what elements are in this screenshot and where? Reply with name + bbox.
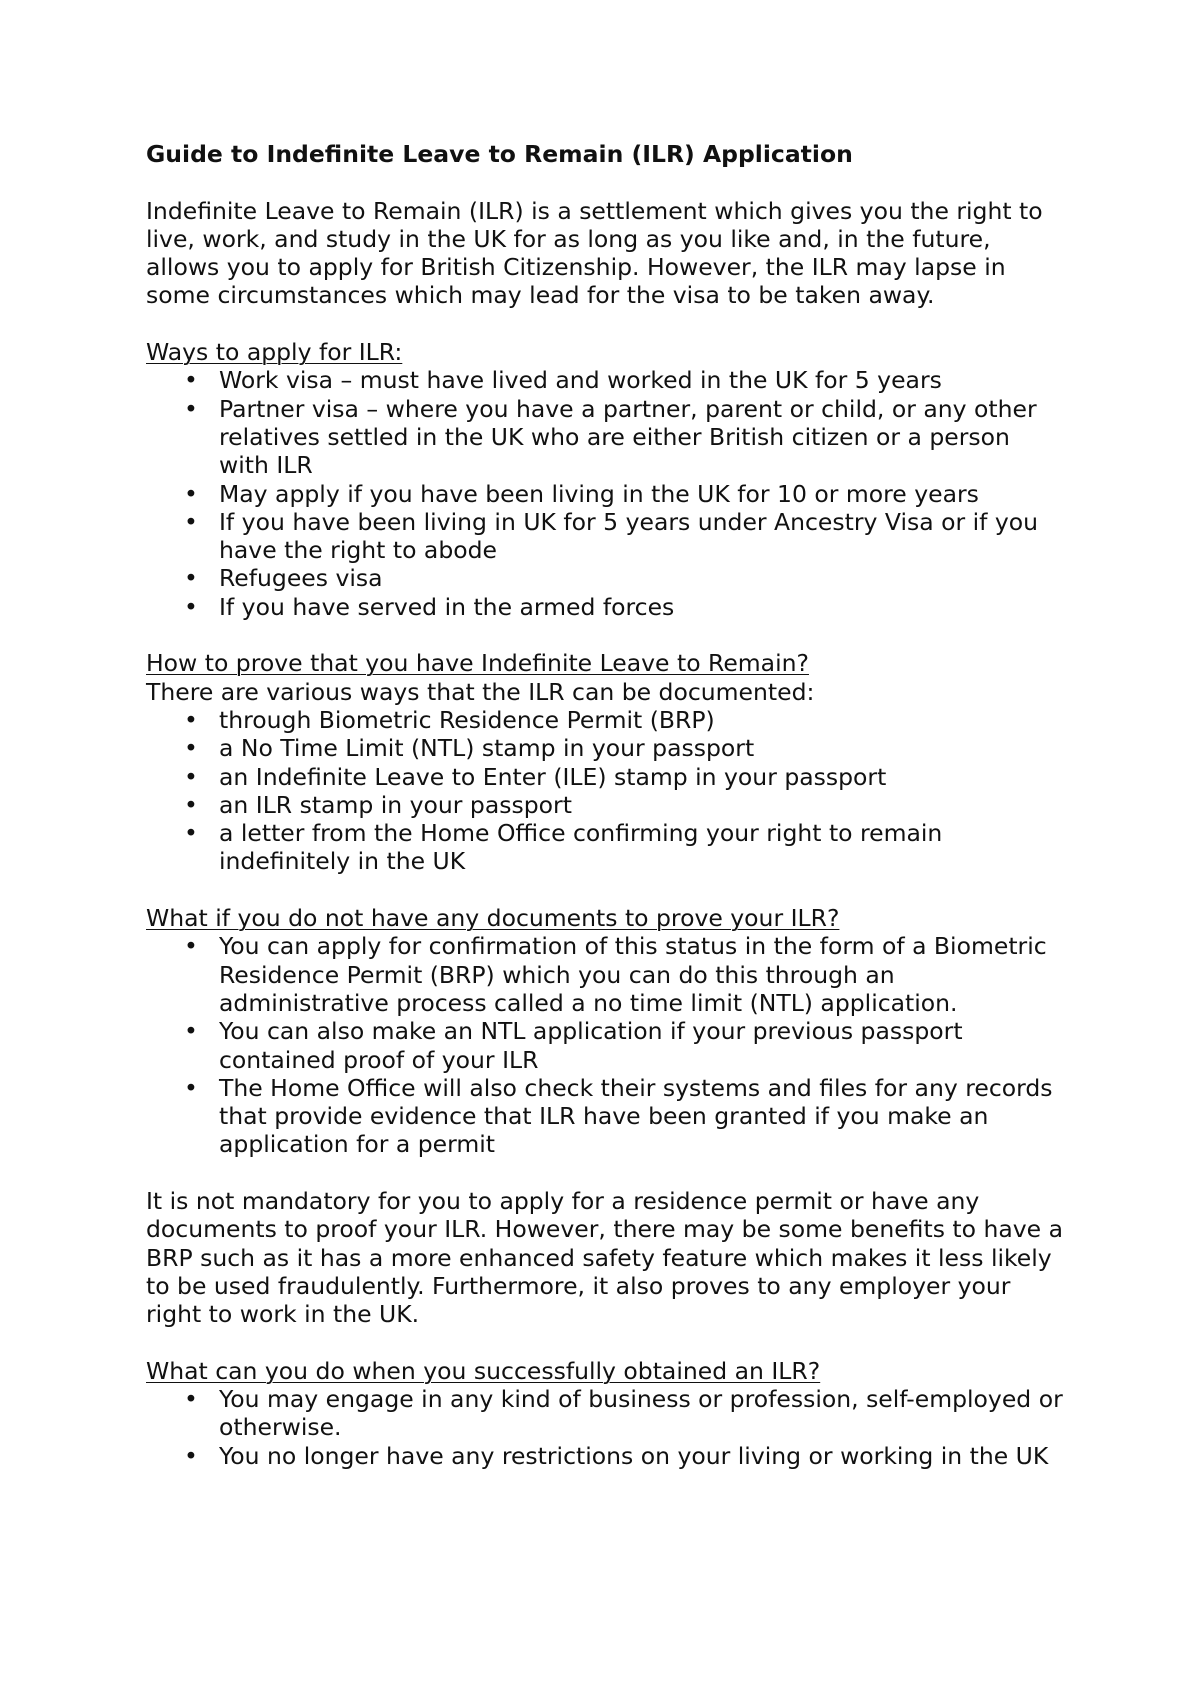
bullet-icon: •: [184, 705, 198, 734]
list-item: [146, 706, 1066, 734]
bullet-icon: •: [184, 507, 198, 536]
bullet-icon: •: [184, 1385, 198, 1414]
list-item: [146, 1017, 1066, 1074]
bullet-icon: •: [184, 1441, 198, 1470]
spacer: [146, 310, 1066, 338]
list-item-text: If you have served in the armed forces: [219, 592, 675, 621]
bullet-icon: •: [184, 366, 198, 395]
list-item-text: May apply if you have been living in the UK for 10 or more years: [219, 479, 979, 508]
document-page: [146, 140, 1066, 1470]
bullet-icon: •: [184, 592, 198, 621]
spacer: [146, 168, 1066, 196]
list-item: [146, 593, 1066, 621]
intro-paragraph: Indefinite Leave to Remain (ILR) is a settlement which gives you the right to live, work, and study in the UK for as long as you like and, in the future, allows you to apply for British Citizenship. However, the ILR may lapse in some circumstances which may lead for the visa to be taken away.: [146, 196, 1043, 310]
list-item: [146, 932, 1066, 1017]
document-title: Guide to Indefinite Leave to Remain (ILR) Application: [146, 140, 853, 168]
list-item: [146, 763, 1066, 791]
list-item-text: You can apply for confirmation of this status in the form of a Biometric Residence Permit (BRP) which you can do this through an administrative process called a no time limit (NTL) application.: [219, 932, 1047, 1017]
bullet-icon: •: [184, 762, 198, 791]
list-item-text: If you have been living in UK for 5 years under Ancestry Visa or if you have the right to abode: [219, 507, 1039, 565]
spacer: [146, 1328, 1066, 1356]
list-item: [146, 395, 1066, 480]
list-item-text: Partner visa – where you have a partner, parent or child, or any other relatives settled in the UK who are either British citizen or a person with ILR: [219, 394, 1037, 480]
section-heading-prove: How to prove that you have Indefinite Leave to Remain?: [146, 649, 809, 678]
list-item-text: You no longer have any restrictions on your living or working in the UK: [219, 1441, 1049, 1470]
spacer: [146, 621, 1066, 649]
list-item-text: Refugees visa: [219, 564, 383, 593]
bullet-icon: •: [184, 1017, 198, 1046]
list-item-text: an Indefinite Leave to Enter (ILE) stamp in your passport: [219, 762, 887, 791]
bullet-icon: •: [184, 564, 198, 593]
spacer: [146, 1159, 1066, 1187]
list-item-text: an ILR stamp in your passport: [219, 790, 572, 819]
list-item: [146, 564, 1066, 592]
list-item-text: through Biometric Residence Permit (BRP): [219, 705, 715, 734]
bullet-icon: •: [184, 394, 198, 423]
ways-list: [146, 366, 1066, 621]
list-item: [146, 1074, 1066, 1159]
list-item: [146, 480, 1066, 508]
mandatory-paragraph: It is not mandatory for you to apply for a residence permit or have any documents to proof your ILR. However, there may be some benefits to have a BRP such as it has a more enhanced safety feature which makes it less likely to be used fraudulently. Furthermore, it also proves to any employer your right to work in the UK.: [146, 1186, 1064, 1329]
list-item: [146, 1442, 1066, 1470]
bullet-icon: •: [184, 932, 198, 961]
list-item-text: The Home Office will also check their systems and files for any records that provide evidence that ILR have been granted if you make an application for a permit: [219, 1073, 1053, 1159]
list-item-text: a letter from the Home Office confirming your right to remain indefinitely in the UK: [219, 819, 943, 876]
prove-list: [146, 706, 1066, 876]
spacer: [146, 876, 1066, 904]
bullet-icon: •: [184, 1073, 198, 1102]
bullet-icon: •: [184, 790, 198, 819]
list-item: [146, 734, 1066, 762]
bullet-icon: •: [184, 819, 198, 848]
bullet-icon: •: [184, 479, 198, 508]
section-heading-ways: Ways to apply for ILR:: [146, 338, 403, 367]
list-item-text: You may engage in any kind of business or profession, self-employed or otherwise.: [219, 1385, 1063, 1442]
list-item: [146, 791, 1066, 819]
section-heading-no-docs: What if you do not have any documents to prove your ILR?: [146, 904, 840, 933]
list-item: [146, 819, 1066, 876]
list-item: [146, 366, 1066, 394]
list-item-text: You can also make an NTL application if your previous passport contained proof of your ILR: [219, 1017, 963, 1074]
no-docs-list: [146, 932, 1066, 1158]
list-item: [146, 508, 1066, 565]
list-item-text: a No Time Limit (NTL) stamp in your passport: [219, 734, 755, 763]
bullet-icon: •: [184, 734, 198, 763]
section-heading-after: What can you do when you successfully obtained an ILR?: [146, 1356, 821, 1385]
after-list: [146, 1385, 1066, 1470]
list-item: [146, 1385, 1066, 1442]
list-item-text: Work visa – must have lived and worked in the UK for 5 years: [219, 366, 942, 395]
prove-lead: There are various ways that the ILR can be documented:: [146, 677, 815, 706]
